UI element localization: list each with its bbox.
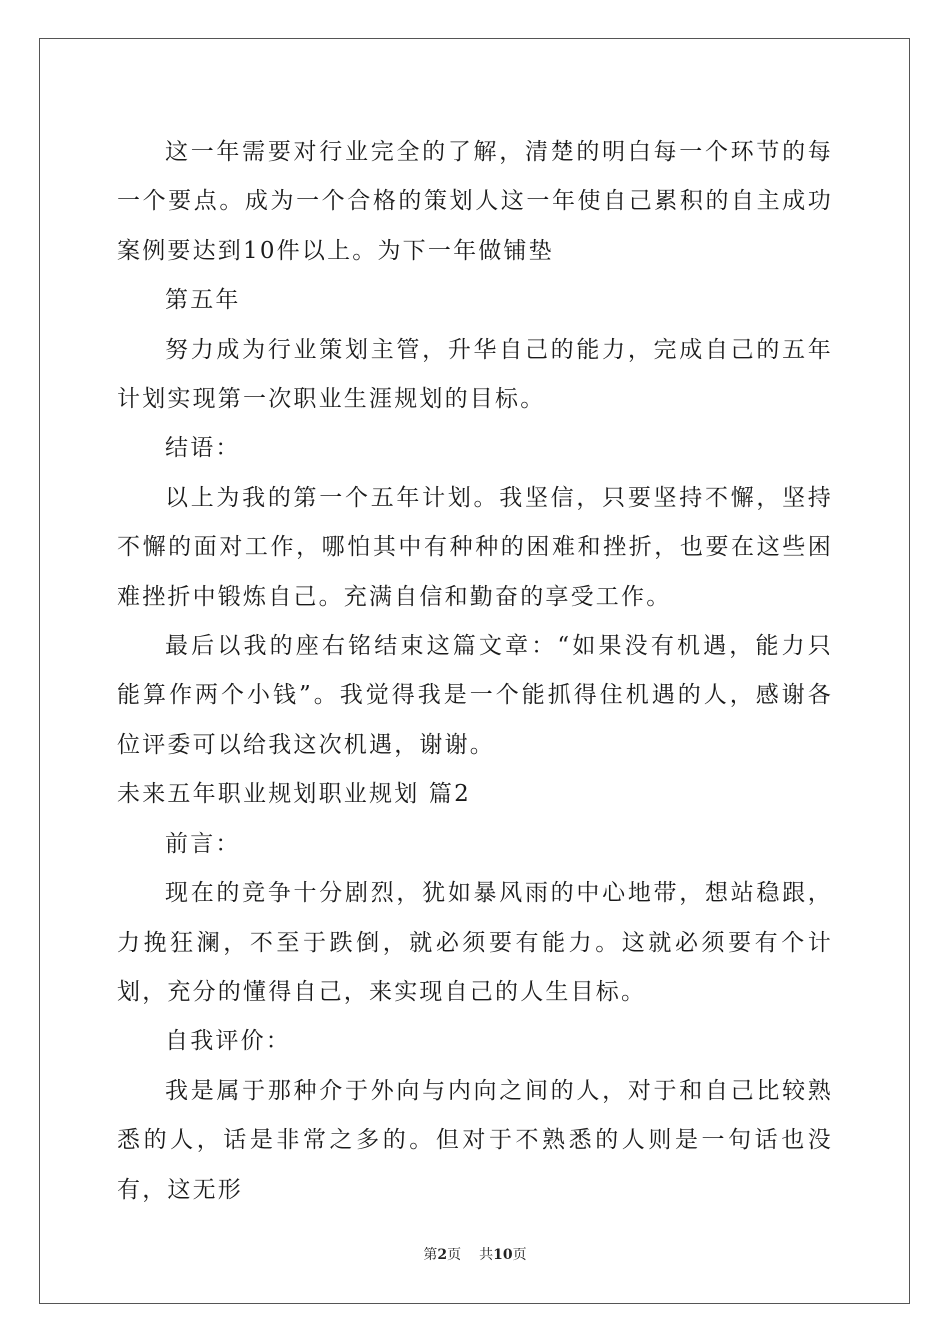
paragraph: 努力成为行业策划主管，升华自己的能力，完成自己的五年计划实现第一次职业生涯规划的目标。 xyxy=(117,336,833,413)
page-suffix: 页 xyxy=(447,1247,462,1263)
total-pages: 10 xyxy=(493,1247,513,1263)
total-prefix: 共 xyxy=(479,1247,494,1263)
section-label-conclusion: 结语： xyxy=(165,435,241,462)
paragraph: 最后以我的座右铭结束这篇文章：“如果没有机遇，能力只能算作两个小钱”。我觉得我是一个能抓得住机遇的人，感谢各位评委可以给我这次机遇，谢谢。 xyxy=(117,633,833,758)
paragraph: 这一年需要对行业完全的了解，清楚的明白每一个环节的每一个要点。成为一个合格的策划人这一年使自己累积的自主成功案例要达到10件以上。为下一年做铺垫 xyxy=(117,139,833,264)
section-label-year-five: 第五年 xyxy=(165,287,241,314)
page-footer xyxy=(0,1246,950,1264)
total-suffix: 页 xyxy=(512,1247,527,1263)
paragraph: 以上为我的第一个五年计划。我坚信，只要坚持不懈，坚持不懈的面对工作，哪怕其中有种种的困难和挫折，也要在这些困难挫折中锻炼自己。充满自信和勤奋的享受工作。 xyxy=(117,484,833,610)
paragraph: 我是属于那种介于外向与内向之间的人，对于和自己比较熟悉的人，话是非常之多的。但对于不熟悉的人则是一句话也没有，这无形 xyxy=(117,1077,833,1203)
page-prefix: 第 xyxy=(423,1247,438,1263)
paragraph: 现在的竞争十分剧烈，犹如暴风雨的中心地带，想站稳跟，力挽狂澜，不至于跌倒，就必须要有能力。这就必须要有个计划，充分的懂得自己，来实现自己的人生目标。 xyxy=(117,880,833,1005)
page-number: 2 xyxy=(437,1247,448,1263)
section-label-preface: 前言： xyxy=(165,830,241,857)
section-label-self-evaluation: 自我评价： xyxy=(165,1028,291,1055)
article-heading: 未来五年职业规划职业规划 篇2 xyxy=(117,781,471,808)
document-body xyxy=(117,128,833,1215)
